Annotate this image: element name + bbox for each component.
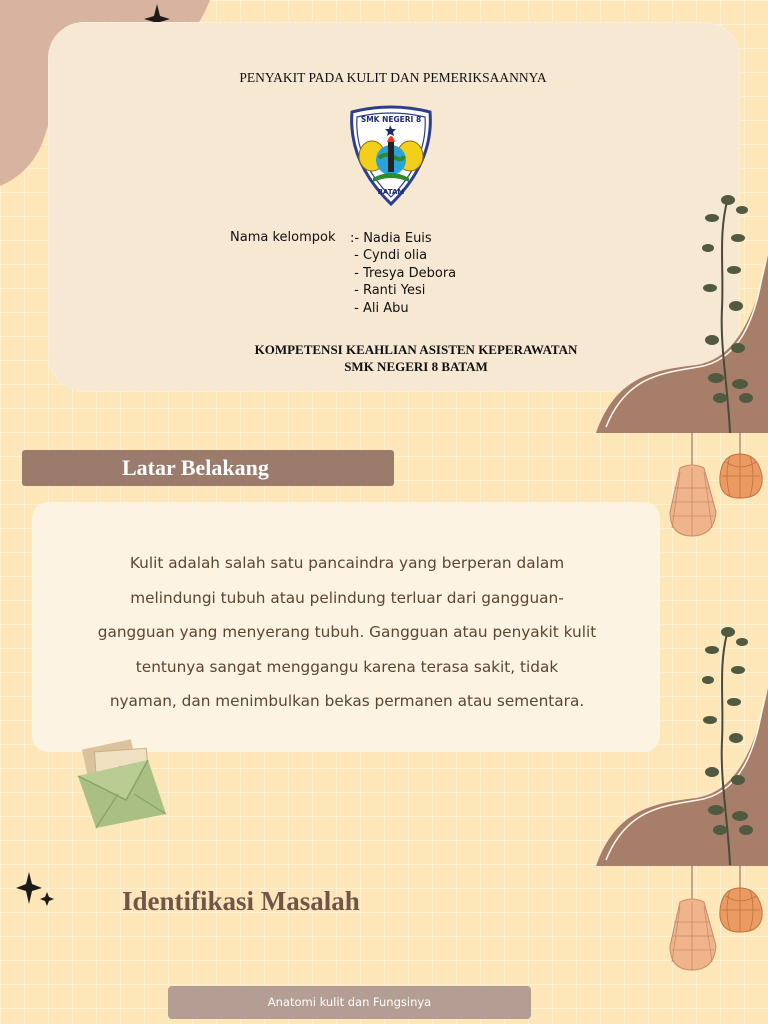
paragraph-text xyxy=(52,546,642,719)
lamp-icon xyxy=(664,432,768,542)
sparkle-icon xyxy=(14,870,56,910)
plant-icon xyxy=(690,620,760,868)
member-item: - Cyndi olia xyxy=(350,248,428,264)
paragraph-line: tentunya sangat menggangu karena terasa sakit, tidak xyxy=(135,657,559,676)
member-list xyxy=(350,230,456,317)
paragraph-line: gangguan yang menyerang tubuh. Gangguan atau penyakit kulit xyxy=(97,623,597,641)
member-item: - Tresya Debora xyxy=(350,265,457,281)
section-heading: Latar Belakang xyxy=(122,455,269,480)
member-item: - Ranti Yesi xyxy=(350,283,426,299)
section-heading: Identifikasi Masalah xyxy=(122,886,360,916)
lamp-icon xyxy=(664,866,768,976)
document-title: PENYAKIT PADA KULIT DAN PEMERIKSAANNYA xyxy=(239,70,547,85)
envelope-icon xyxy=(74,736,170,832)
member-item: - Ali Abu xyxy=(350,300,409,316)
program-line: KOMPETENSI KEAHLIAN ASISTEN KEPERAWATAN xyxy=(254,342,578,357)
logo-top-text: SMK NEGERI 8 xyxy=(360,115,422,124)
paragraph-line: nyaman, dan menimbulkan bekas permanen atau sementara. xyxy=(109,692,585,710)
school-logo xyxy=(346,104,436,208)
paragraph-line: melindungi tubuh atau pelindung terluar dari gangguan- xyxy=(130,588,564,607)
paragraph-line: Kulit adalah salah satu pancaindra yang berperan dalam xyxy=(129,554,565,572)
member-item: :- Nadia Euis xyxy=(350,231,432,246)
group-label: Nama kelompok xyxy=(230,230,336,245)
plant-icon xyxy=(690,188,760,436)
logo-bottom-text: BATAM xyxy=(377,188,405,196)
footer-label: Anatomi kulit dan Fungsinya xyxy=(267,995,432,1009)
school-line: SMK NEGERI 8 BATAM xyxy=(344,359,488,374)
